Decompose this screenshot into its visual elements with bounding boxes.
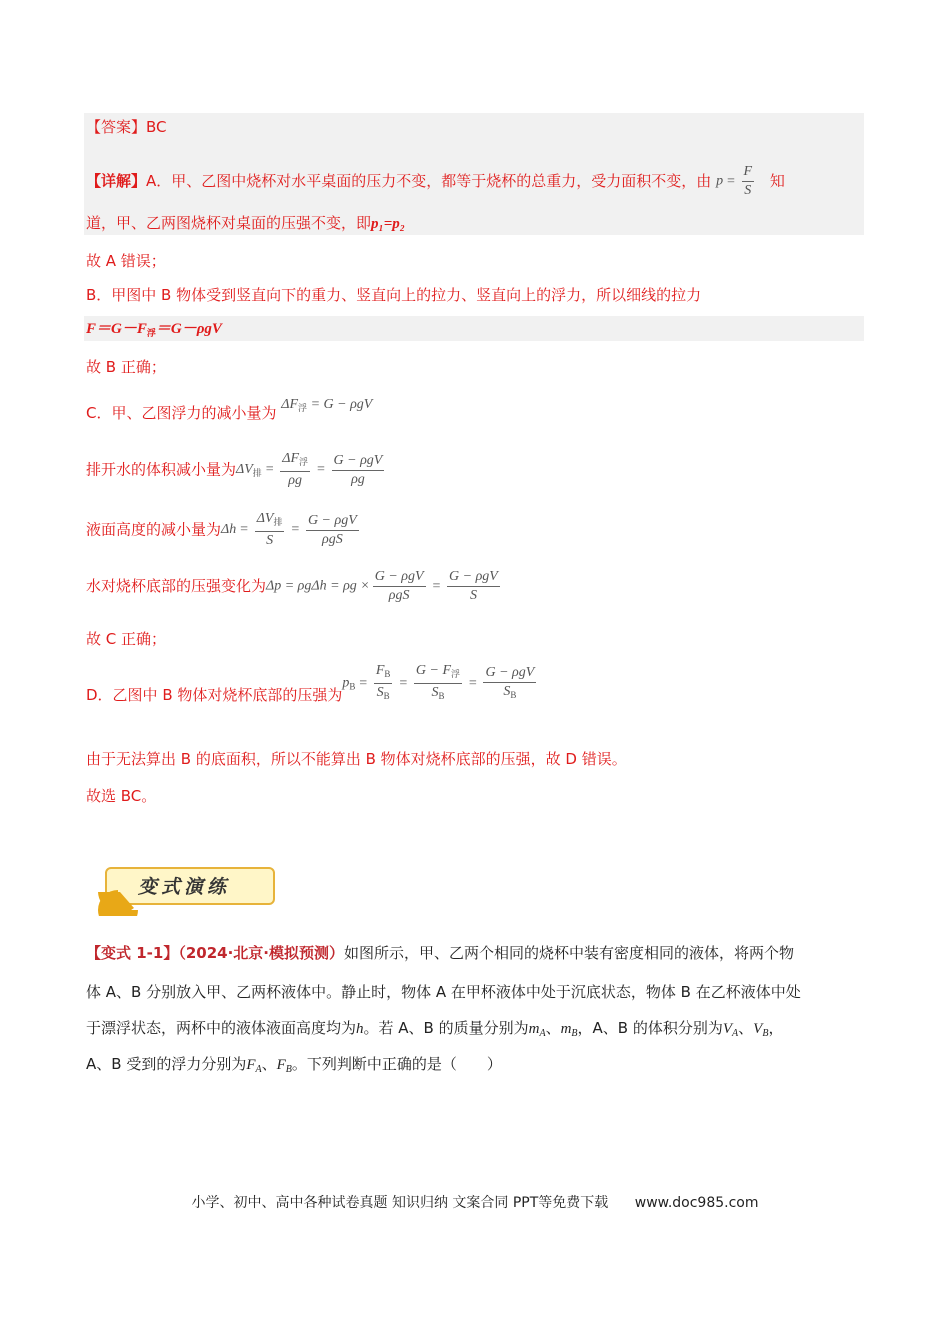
detail-d-line: D．乙图中 B 物体对烧杯底部的压强为$p_B$ = $\frac{F_B}{S_B}$ = $\frac{G - F_浮}{S_B}$ = $\frac{\text{G − ρgV}}{S_B}$ — [86, 662, 539, 705]
detail-c-line3: 液面高度的减小量为Δh = $\frac{\Delta V_排}{S}$ = $\frac{\text{G − ρgV}}{\text{ρgS}}$ — [86, 510, 362, 550]
detail-a-tail: 知 — [769, 172, 785, 190]
variant-line4: A、B 受到的浮力分别为$F_A$、$F_B$。下列判断中正确的是（ ） — [86, 1055, 502, 1075]
a-conclusion: 故 A 错误； — [86, 252, 166, 270]
b-conclusion: 故 B 正确； — [86, 358, 166, 376]
footer-site[interactable]: www.doc985.com — [634, 1195, 759, 1211]
c-conclusion: 故 C 正确； — [86, 630, 167, 648]
answer-value: BC — [146, 118, 167, 136]
detail-a-line — [86, 163, 785, 200]
footer-text: 小学、初中、高中各种试卷真题 知识归纳 文案合同 PPT等免费下载 — [191, 1195, 609, 1211]
variant-banner — [90, 862, 280, 916]
banner-title: 变式演练 — [138, 876, 231, 898]
c-formula-1: $\Delta F_浮 = G - \rho gV$ — [281, 397, 373, 413]
d-formula: $p_B$ = $\frac{F_B}{S_B}$ = $\frac{G - F_浮}{S_B}$ = $\frac{\text{G − ρgV}}{S_B}$ — [342, 663, 535, 701]
variant-label: 【变式 1-1】 — [86, 944, 179, 962]
a-formula: p = $\frac{F}{S}$ — [716, 164, 753, 198]
d-line2: 由于无法算出 B 的底面积，所以不能算出 B 物体对烧杯底部的压强，故 D 错误。 — [86, 750, 627, 768]
variant-line2: 体 A、B 分别放入甲、乙两杯液体中。静止时，物体 A 在甲杯液体中处于沉底状态，物体 B 在乙杯液体中处 — [86, 983, 801, 1001]
b-formula: $F=G-F_浮=G-\rho gV$ — [86, 321, 222, 338]
detail-c-line4: 水对烧杯底部的压强变化为Δp = ρgΔh = ρg × $\frac{\text{G − ρgV}}{\text{ρgS}}$ = $\frac{\text{G − ρgV}}{S}$ — [86, 568, 503, 605]
variant-line1: 【变式 1-1】（2024·北京·模拟预测）如图所示，甲、乙两个相同的烧杯中装有密度相同的液体，将两个物 — [86, 944, 794, 962]
final-answer: 故选 BC。 — [86, 787, 157, 805]
variant-line3: 于漂浮状态，两杯中的液体液面高度均为h。若 A、B 的质量分别为$m_A$、$m_B$，A、B 的体积分别为$V_A$、$V_B$， — [86, 1019, 784, 1039]
answer-label: 【答案】 — [86, 118, 147, 136]
footer — [0, 1192, 950, 1212]
detail-c-line: C．甲、乙图浮力的减小量为 $\Delta F_浮 = G - \rho gV$ — [86, 397, 373, 422]
detail-a-text: A．甲、乙图中烧杯对水平桌面的压力不变，都等于烧杯的总重力，受力面积不变，由 — [146, 172, 712, 190]
answer-line — [86, 116, 167, 138]
c-formula-4: Δp = ρgΔh = ρg × $\frac{\text{G − ρgV}}{\text{ρgS}}$ = $\frac{\text{G − ρgV}}{S}$ — [266, 569, 498, 603]
detail-a-line2: 道，甲、乙两图烧杯对桌面的压强不变，即p₁=p₂ — [86, 214, 406, 232]
detail-c-line2: 排开水的体积减小量为$\Delta V_排$ = $\frac{\Delta F_浮}{\rho g}$ = $\frac{\text{G − ρgV}}{\rho g}$ — [86, 450, 387, 490]
a-result: p₁=p₂ — [371, 216, 406, 232]
variant-source: （2024·北京·模拟预测） — [178, 944, 344, 962]
c-formula-3: Δh = $\frac{\Delta V_排}{S}$ = $\frac{\text{G − ρgV}}{\text{ρgS}}$ — [221, 511, 357, 548]
c-formula-2: $\Delta V_排$ = $\frac{\Delta F_浮}{\rho g}$ = $\frac{\text{G − ρgV}}{\rho g}$ — [236, 451, 383, 488]
detail-label: 【详解】 — [86, 172, 147, 190]
detail-b-line: B．甲图中 B 物体受到竖直向下的重力、竖直向上的拉力、竖直向上的浮力，所以细线的拉力 — [86, 286, 702, 304]
